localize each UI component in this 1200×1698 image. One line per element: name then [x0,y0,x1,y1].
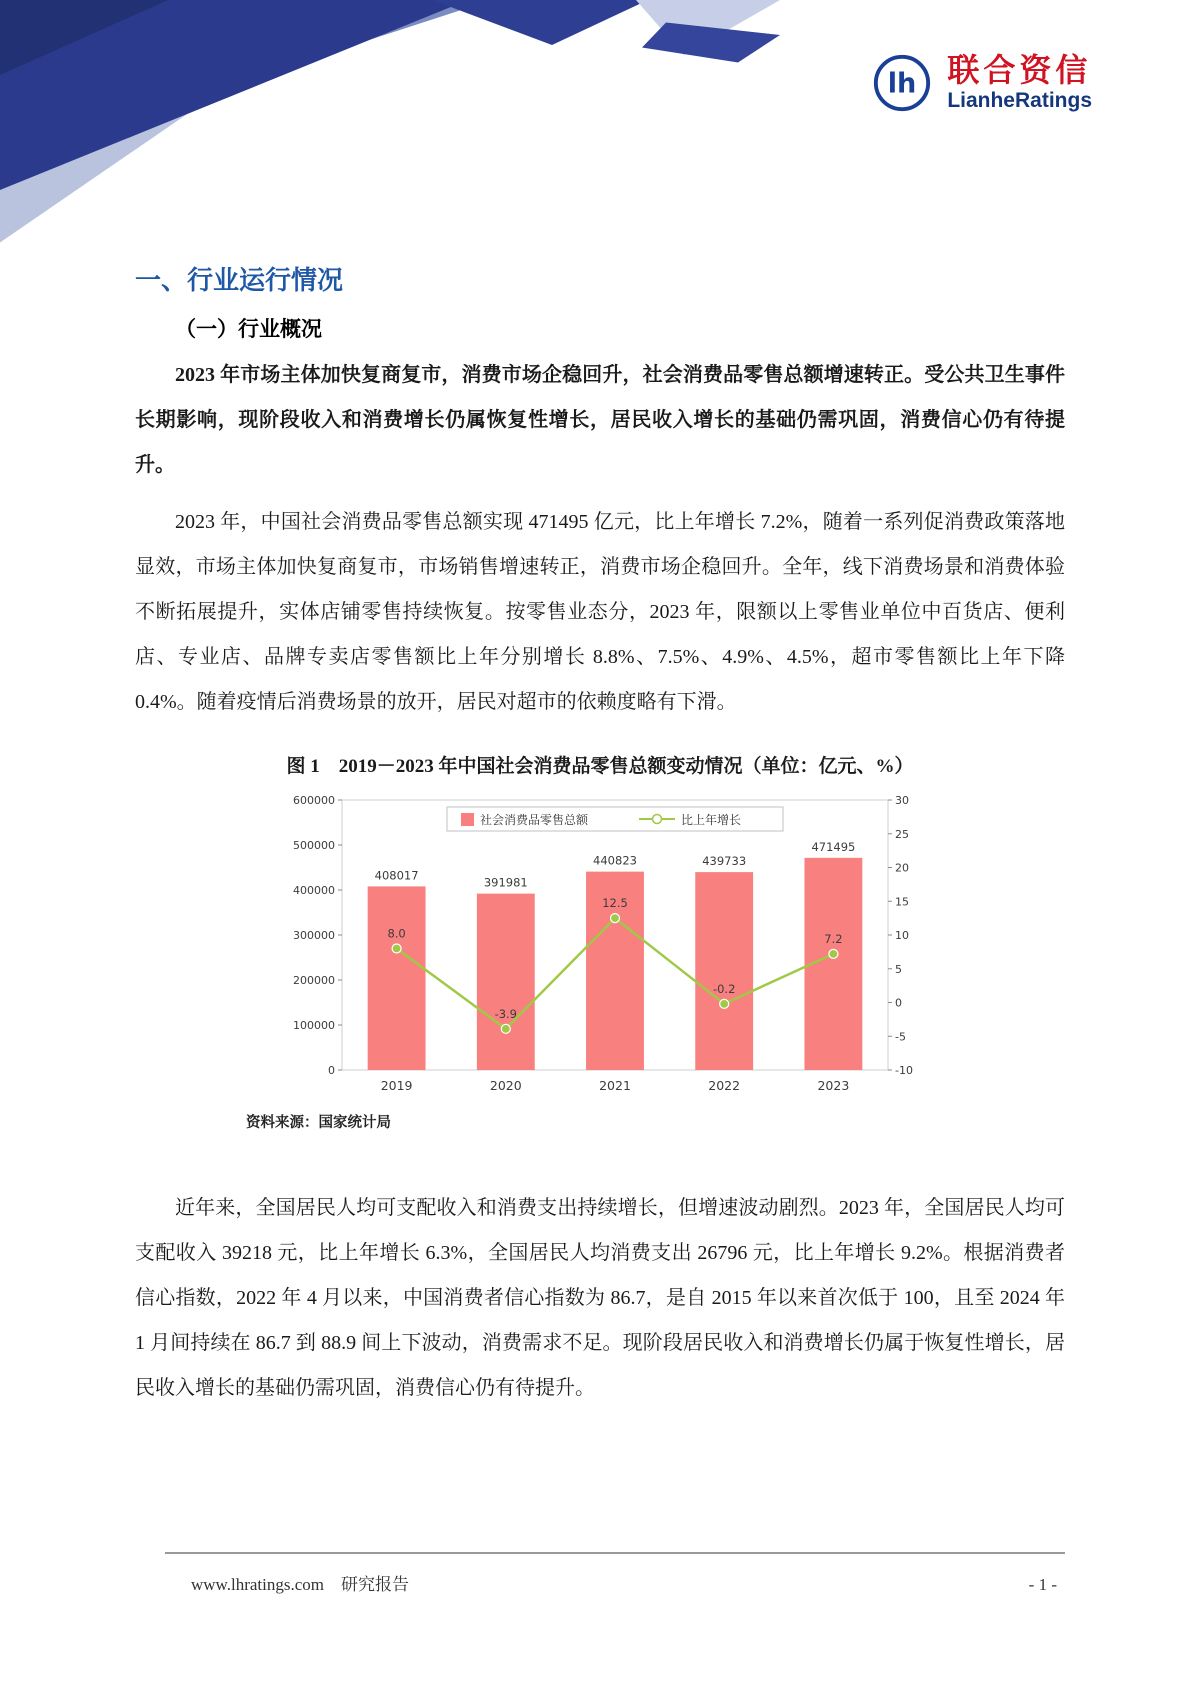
svg-text:2022: 2022 [708,1078,741,1093]
svg-text:8.0: 8.0 [387,926,406,941]
svg-text:7.2: 7.2 [824,931,843,946]
svg-text:600000: 600000 [293,794,335,807]
svg-text:15: 15 [895,895,909,909]
svg-text:-10: -10 [895,1064,913,1077]
svg-text:0: 0 [328,1064,335,1077]
svg-text:2021: 2021 [599,1078,631,1093]
svg-text:100000: 100000 [293,1019,335,1032]
svg-text:0: 0 [895,996,902,1010]
paragraph-1: 2023 年，中国社会消费品零售总额实现 471495 亿元，比上年增长 7.2%，随着一系列促消费政策落地显效，市场主体加快复商复市，市场销售增速转正，消费市场企稳回升。全年，线下消费场景和消费体验不断拓展提升，实体店铺零售持续恢复。按零售业态分，2023 年，限额以上零售业单位中百货店、便利店、专业店、品牌专卖店零售额比上年分别增长 8.8%、7.5%、4.9%、4.5%，超市零售额比上年下降 0.4%。随着疫情后消费场景的放开，居民对超市的依赖度略有下滑。 [135,511,1065,713]
logo-name-en: LianheRatings [947,89,1092,112]
page-number: - 1 - [1028,1575,1057,1594]
svg-text:-0.2: -0.2 [712,981,736,996]
retail-chart-svg [240,786,960,1104]
svg-text:500000: 500000 [293,839,335,852]
svg-text:439733: 439733 [702,854,747,869]
svg-text:300000: 300000 [293,929,335,942]
svg-text:25: 25 [895,827,909,841]
svg-text:471495: 471495 [811,839,856,854]
svg-text:5: 5 [895,962,902,976]
svg-text:lh: lh [888,68,917,100]
svg-text:-3.9: -3.9 [494,1006,518,1021]
svg-text:391981: 391981 [483,875,528,890]
svg-text:440823: 440823 [593,853,637,868]
svg-text:400000: 400000 [293,884,335,897]
svg-text:20: 20 [895,861,909,875]
svg-text:2019: 2019 [380,1078,413,1093]
svg-text:30: 30 [895,794,909,807]
svg-text:10: 10 [895,929,909,942]
svg-text:200000: 200000 [293,974,335,987]
footer-site-and-label: www.lhratings.com 研究报告 [191,1575,409,1594]
section-heading: 一、行业运行情况 [135,265,344,295]
svg-text:408017: 408017 [374,868,419,883]
svg-text:12.5: 12.5 [602,896,628,911]
figure-source: 资料来源：国家统计局 [246,1115,391,1131]
lead-paragraph: 2023 年市场主体加快复商复市，消费市场企稳回升，社会消费品零售总额增速转正。受公共卫生事件长期影响，现阶段收入和消费增长仍属恢复性增长，居民收入增长的基础仍需巩固，消费信心仍有待提升。 [135,364,1065,476]
svg-text:2020: 2020 [489,1078,522,1093]
subsection-heading: （一）行业概况 [175,318,322,341]
svg-text:社会消费品零售总额: 社会消费品零售总额 [480,813,589,827]
svg-text:-5: -5 [895,1030,906,1044]
figure-caption: 图 1 2019－2023 年中国社会消费品零售总额变动情况（单位：亿元、%） [286,756,914,777]
paragraph-2: 近年来，全国居民人均可支配收入和消费支出持续增长，但增速波动剧烈。2023 年，全国居民人均可支配收入 39218 元，比上年增长 6.3%，全国居民人均消费支出 26796 元，比上年增长 9.2%。根据消费者信心指数，2022 年 4 月以来，中国消费者信心指数为 86.7，是自 2015 年以来首次低于 100，且至 2024 年 1 月间持续在 86.7 到 88.9 间上下波动，消费需求不足。现阶段居民收入和消费增长仍属于恢复性增长，居民收入增长的基础仍需巩固，消费信心仍有待提升。 [135,1197,1065,1399]
logo-name-cn: 联合资信 [947,51,1092,88]
retail-sales-chart [240,786,960,1132]
svg-text:比上年增长: 比上年增长 [681,813,742,827]
page-footer [165,1552,1065,1595]
svg-text:2023: 2023 [817,1078,850,1093]
